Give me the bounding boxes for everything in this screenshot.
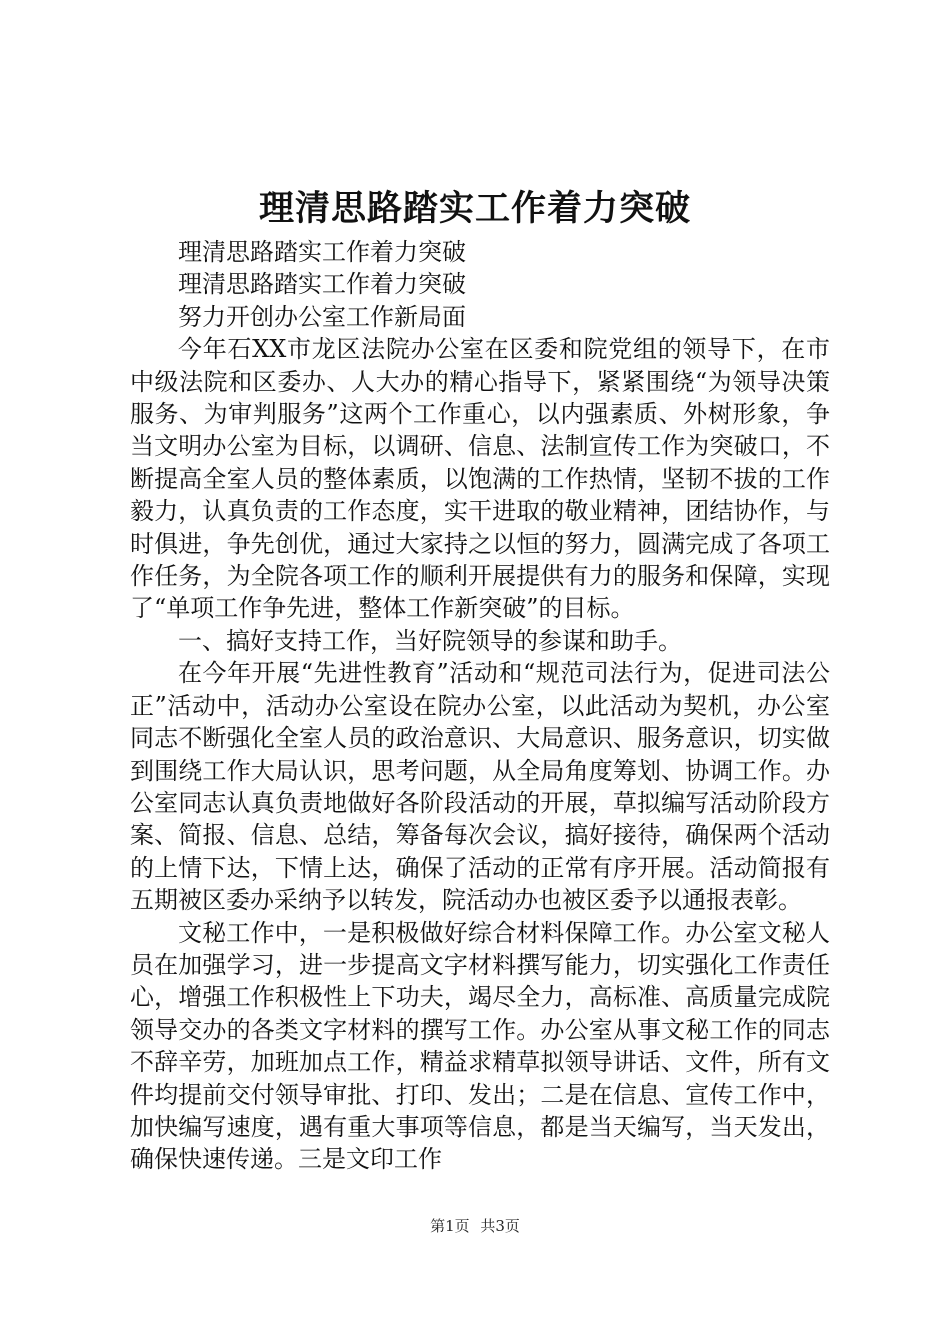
subtitle-line: 理清思路踏实工作着力突破 xyxy=(178,270,466,299)
section-heading: 一、搞好支持工作，当好院领导的参谋和助手。 xyxy=(178,626,682,655)
subtitle-line: 理清思路踏实工作着力突破 xyxy=(178,238,466,266)
body-paragraph: 在今年开展“先进性教育”活动和“规范司法行为，促进司法公正”活动中，活动办公室设在院办公室，以此活动为契机，办公室同志不断强化全室人员的政治意识、大局意识、服务意识，切实做到围绕工作大局认识，思考问题，从全局角度筹划、协调工作。办公室同志认真负责地做好各阶段活动的开展，草拟编写活动阶段方案、简报、信息、总结，筹备每次会议，搞好接待，确保两个活动的上情下达，下情上达，确保了活动的正常有序开展。活动简报有五期被区委办采纳予以转发，院活动办也被区委予以通报表彰。 xyxy=(130,659,830,915)
document-title: 理清思路踏实工作着力突破 xyxy=(258,188,691,229)
body-paragraph: 文秘工作中，一是积极做好综合材料保障工作。办公室文秘人员在加强学习，进一步提高文字材料撰写能力，切实强化工作责任心，增强工作积极性上下功夫，竭尽全力，高标准、高质量完成院领导交办的各类文字材料的撰写工作。办公室从事文秘工作的同志不辞辛劳，加班加点工作，精益求精草拟领导讲话、文件，所有文件均提前交付领导审批、打印、发出；二是在信息、宣传工作中，加快编写速度，遇有重大事项等信息，都是当天编写，当天发出，确保快速传递。三是文印工作 xyxy=(130,918,830,1174)
subtitle-line: 努力开创办公室工作新局面 xyxy=(178,302,466,331)
page-footer xyxy=(0,1216,950,1236)
page-total: 共3页 xyxy=(480,1217,520,1235)
page-number: 第1页 xyxy=(430,1217,470,1235)
body-paragraph: 今年石XX市龙区法院办公室在区委和院党组的领导下，在市中级法院和区委办、人大办的精心指导下，紧紧围绕“为领导决策服务、为审判服务”这两个工作重心，以内强素质、外树形象，争当文明办公室为目标，以调研、信息、法制宣传工作为突破口，不断提高全室人员的整体素质，以饱满的工作热情，坚韧不拔的工作毅力，认真负责的工作态度，实干进取的敬业精神，团结协作，与时俱进，争先创优，通过大家持之以恒的努力，圆满完成了各项工作任务，为全院各项工作的顺利开展提供有力的服务和保障，实现了“单项工作争先进，整体工作新突破”的目标。 xyxy=(130,335,830,623)
document-body xyxy=(130,236,830,1176)
